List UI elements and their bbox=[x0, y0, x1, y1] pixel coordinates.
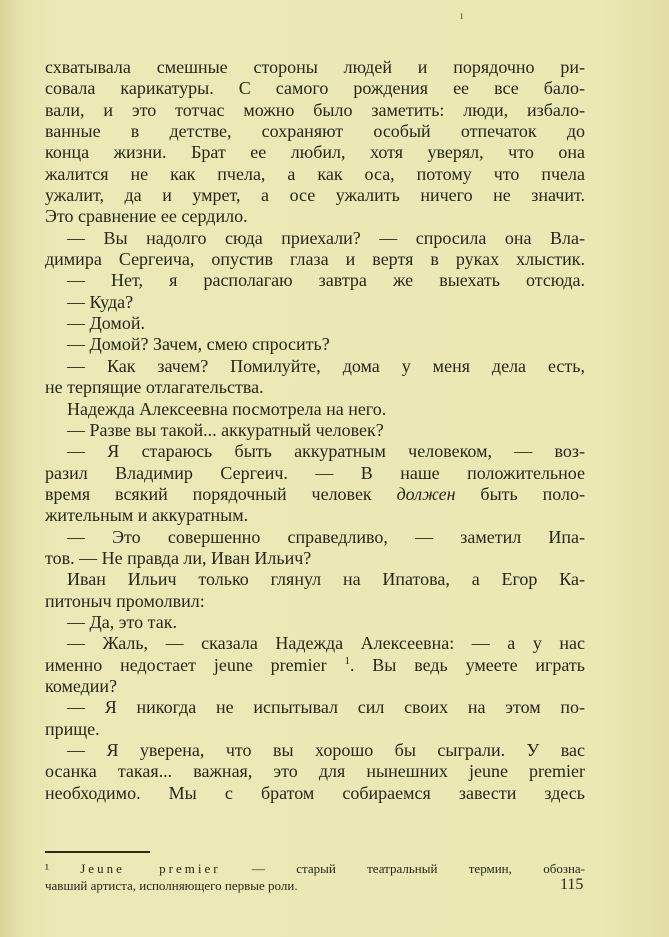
text-line bbox=[45, 655, 585, 676]
text-line: тов. — Не правда ли, Иван Ильич? bbox=[45, 547, 312, 568]
footnote-marker: ¹ bbox=[45, 861, 49, 876]
text-line: — Домой? Зачем, смею спросить? bbox=[67, 334, 330, 355]
text-line: необходимо. Мы с братом собираемся завести здесь bbox=[45, 782, 585, 803]
text-line: жительным и аккуратным. bbox=[45, 505, 249, 526]
emphasized-word: должен bbox=[396, 483, 456, 504]
text-line: прище. bbox=[45, 718, 100, 739]
footnote-line: чавший артиста, исполняющего первые роли. bbox=[45, 878, 298, 893]
text-line: — Жаль, — сказала Надежда Алексеевна: — а у нас bbox=[67, 633, 585, 654]
text-line: Это сравнение ее сердило. bbox=[45, 206, 248, 227]
text-line: осанка такая... важная, это для нынешних jeune premier bbox=[45, 761, 585, 782]
text-line: разил Владимир Сергеич. — В наше положительное bbox=[45, 462, 585, 483]
text-line: вали, и это тотчас можно было заметить: люди, избало- bbox=[45, 99, 585, 120]
text-line: — Нет, я располагаю завтра же выехать отсюда. bbox=[67, 270, 585, 291]
text-line: ванные в детстве, сохраняют особый отпечаток до bbox=[45, 121, 585, 142]
footnote-separator bbox=[45, 851, 150, 853]
text-line: — Вы надолго сюда приехали? — спросила она Вла- bbox=[67, 227, 585, 248]
text-line: схватывала смешные стороны людей и порядочно ри- bbox=[45, 57, 585, 77]
text-line: — Я никогда не испытывал сил своих на этом по- bbox=[67, 697, 585, 718]
text-line: — Да, это так. bbox=[67, 611, 177, 632]
text-line: Надежда Алексеевна посмотрела на него. bbox=[67, 398, 387, 419]
footnote-text: — старый театральный термин, обозна- bbox=[220, 861, 586, 876]
text-line: совала карикатуры. С самого рождения ее все бало- bbox=[45, 78, 585, 99]
text-line: — Я уверена, что вы хорошо бы сыграли. У вас bbox=[67, 740, 585, 760]
body-text bbox=[45, 57, 585, 804]
text-line: ужалит, да и умрет, а осе ужалить ничего не значит. bbox=[45, 185, 585, 206]
scan-blemish-mark: ı bbox=[460, 8, 464, 22]
text-line bbox=[45, 484, 585, 505]
text-line: — Как зачем? Помилуйте, дома у меня дела есть, bbox=[67, 355, 585, 376]
text-line: не терпящие отлагательства. bbox=[45, 377, 264, 398]
page-number: 115 bbox=[560, 876, 584, 893]
text-line: — Я стараюсь быть аккуратным человеком, — воз- bbox=[67, 441, 585, 462]
text-line: — Домой. bbox=[67, 313, 145, 334]
text-line: жалится не как пчела, а как оса, потому что пчела bbox=[45, 163, 585, 184]
text-line: — Разве вы такой... аккуратный человек? bbox=[67, 419, 384, 440]
text-line: димира Сергеича, опустив глаза и вертя в руках хлыстик. bbox=[45, 249, 585, 270]
text-line: — Это совершенно справедливо, — заметил Ипа- bbox=[67, 526, 585, 547]
footnote-reference: 1 bbox=[344, 654, 350, 667]
text-segment: быть поло- bbox=[455, 483, 586, 504]
footnote-term: Jeune premier bbox=[80, 861, 221, 876]
text-line: комедии? bbox=[45, 675, 118, 696]
footnote bbox=[45, 860, 585, 894]
text-line: Иван Ильич только глянул на Ипатова, а Егор Ка- bbox=[67, 569, 585, 590]
text-segment: время всякий порядочный человек bbox=[45, 483, 397, 504]
text-line: — Куда? bbox=[67, 291, 134, 312]
text-line: конца жизни. Брат ее любил, хотя уверял, что она bbox=[45, 142, 585, 163]
footnote-line bbox=[45, 860, 585, 877]
text-line: питоныч промолвил: bbox=[45, 590, 205, 611]
text-segment: именно недостает jeune premier bbox=[45, 654, 345, 675]
text-segment: . Вы ведь умеете играть bbox=[349, 654, 586, 675]
